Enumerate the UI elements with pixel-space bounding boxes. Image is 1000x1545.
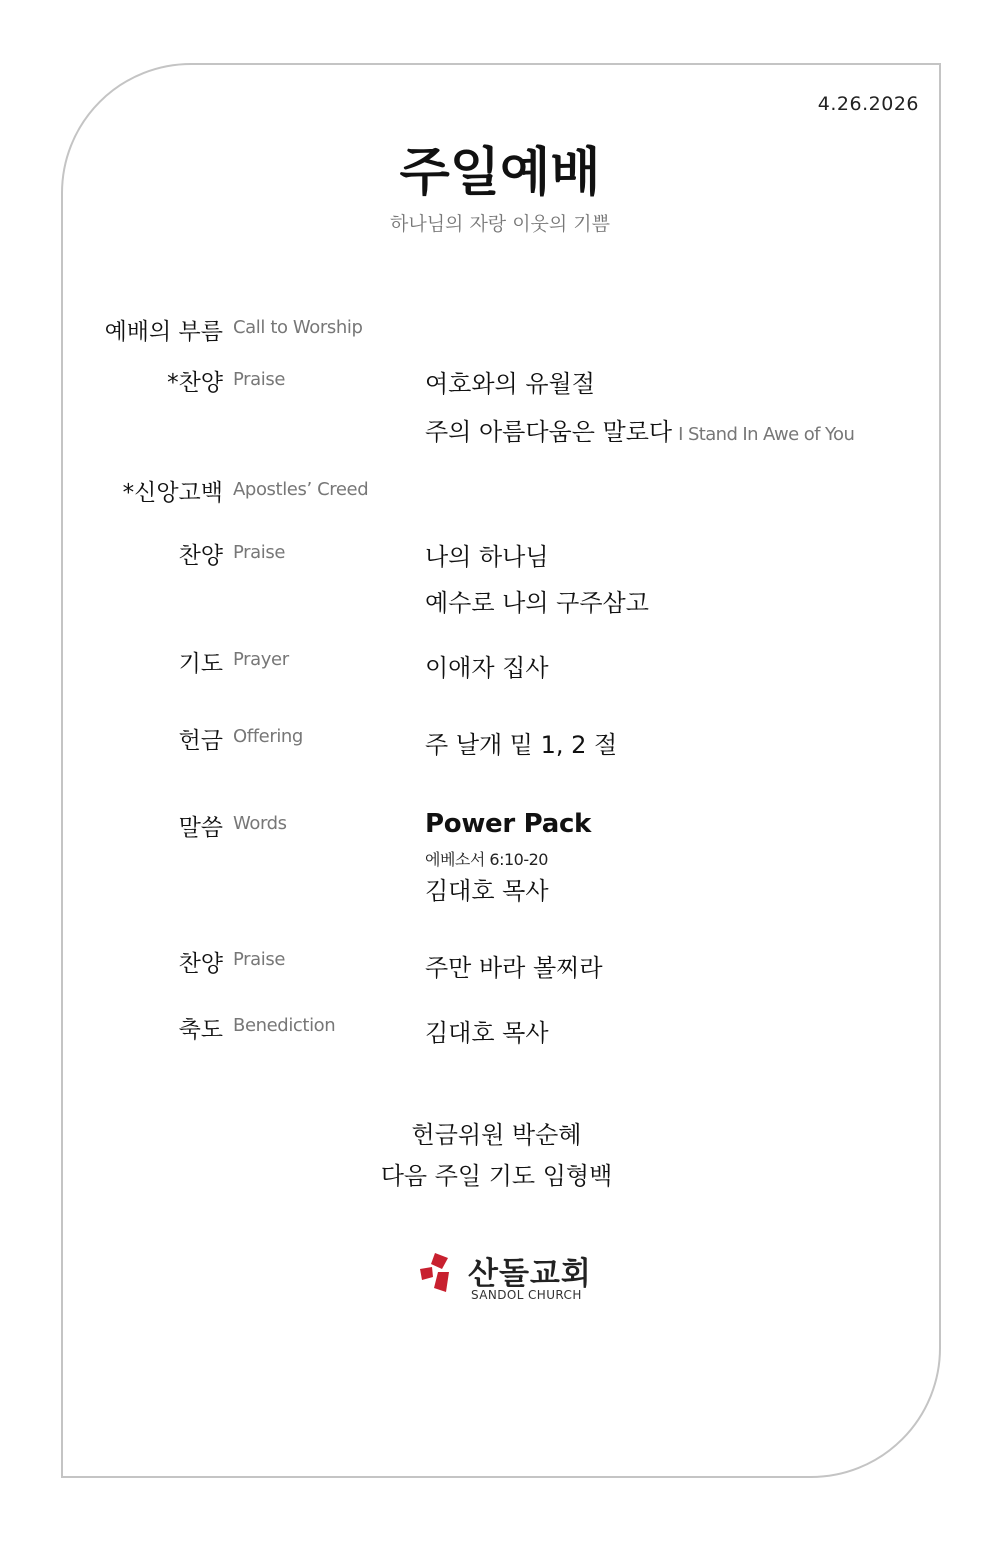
hymn-title: 여호와의 유월절: [425, 370, 595, 398]
order-label-en: Words: [233, 813, 287, 834]
order-label-ko: *신앙고백: [122, 480, 223, 506]
hymn-title: 나의 하나님: [425, 543, 549, 571]
prayer-leader: 이애자 집사: [425, 654, 549, 682]
order-item-words: [0, 809, 1000, 909]
order-label-en: Praise: [233, 369, 286, 390]
order-label-en: Apostles’ Creed: [233, 479, 369, 500]
page-title: 주일예배: [399, 143, 601, 203]
scripture-reference: 에베소서 6:10-20: [425, 850, 548, 869]
order-label-ko: 헌금: [178, 728, 223, 754]
church-name-en: SANDOL CHURCH: [471, 1288, 582, 1302]
offering-committee: 헌금위원 박순혜: [411, 1121, 582, 1149]
order-label-en: Benediction: [233, 1015, 336, 1036]
order-label-en: Offering: [233, 726, 303, 747]
benediction-minister: 김대호 목사: [425, 1019, 549, 1047]
order-label-ko: 찬양: [178, 543, 223, 569]
page-subtitle: 하나님의 자랑 이웃의 기쁨: [389, 213, 610, 235]
order-item-praise-3: [0, 945, 1000, 985]
hymn-title: 예수로 나의 구주삼고: [425, 589, 649, 617]
order-label-ko: 기도: [178, 651, 223, 677]
church-logo: [418, 1248, 598, 1308]
order-item-prayer: [0, 645, 1000, 685]
order-label-ko: 축도: [178, 1017, 223, 1043]
hymn-title-en: I Stand In Awe of You: [678, 424, 855, 445]
order-label-ko: *찬양: [167, 370, 223, 396]
order-item-praise-1: [0, 364, 1000, 446]
order-item-call-to-worship: [0, 313, 1000, 353]
order-item-benediction: [0, 1011, 1000, 1051]
offering-hymn: 주 날개 밑 1, 2 절: [425, 731, 618, 759]
order-item-creed: [0, 474, 1000, 514]
hymn-title: 주만 바라 볼찌라: [425, 954, 603, 982]
service-date: 4.26.2026: [817, 93, 919, 115]
order-label-en: Praise: [233, 542, 286, 563]
sermon-title: Power Pack: [425, 809, 592, 839]
order-label-en: Prayer: [233, 649, 289, 670]
hymn-title: 주의 아름다움은 말로다 I Stand In Awe of You: [425, 418, 855, 446]
church-name-ko: 산돌교회: [468, 1256, 592, 1292]
order-label-ko: 예배의 부름: [104, 319, 223, 345]
order-item-offering: [0, 722, 1000, 762]
church-logo-mark-icon: [418, 1250, 458, 1294]
order-label-en: Call to Worship: [233, 317, 363, 338]
order-label-en: Praise: [233, 949, 286, 970]
next-week-prayer: 다음 주일 기도 임형백: [380, 1162, 613, 1190]
order-label-ko: 말씀: [178, 815, 223, 841]
preacher: 김대호 목사: [425, 877, 549, 905]
order-item-praise-2: [0, 537, 1000, 617]
order-label-ko: 찬양: [178, 951, 223, 977]
